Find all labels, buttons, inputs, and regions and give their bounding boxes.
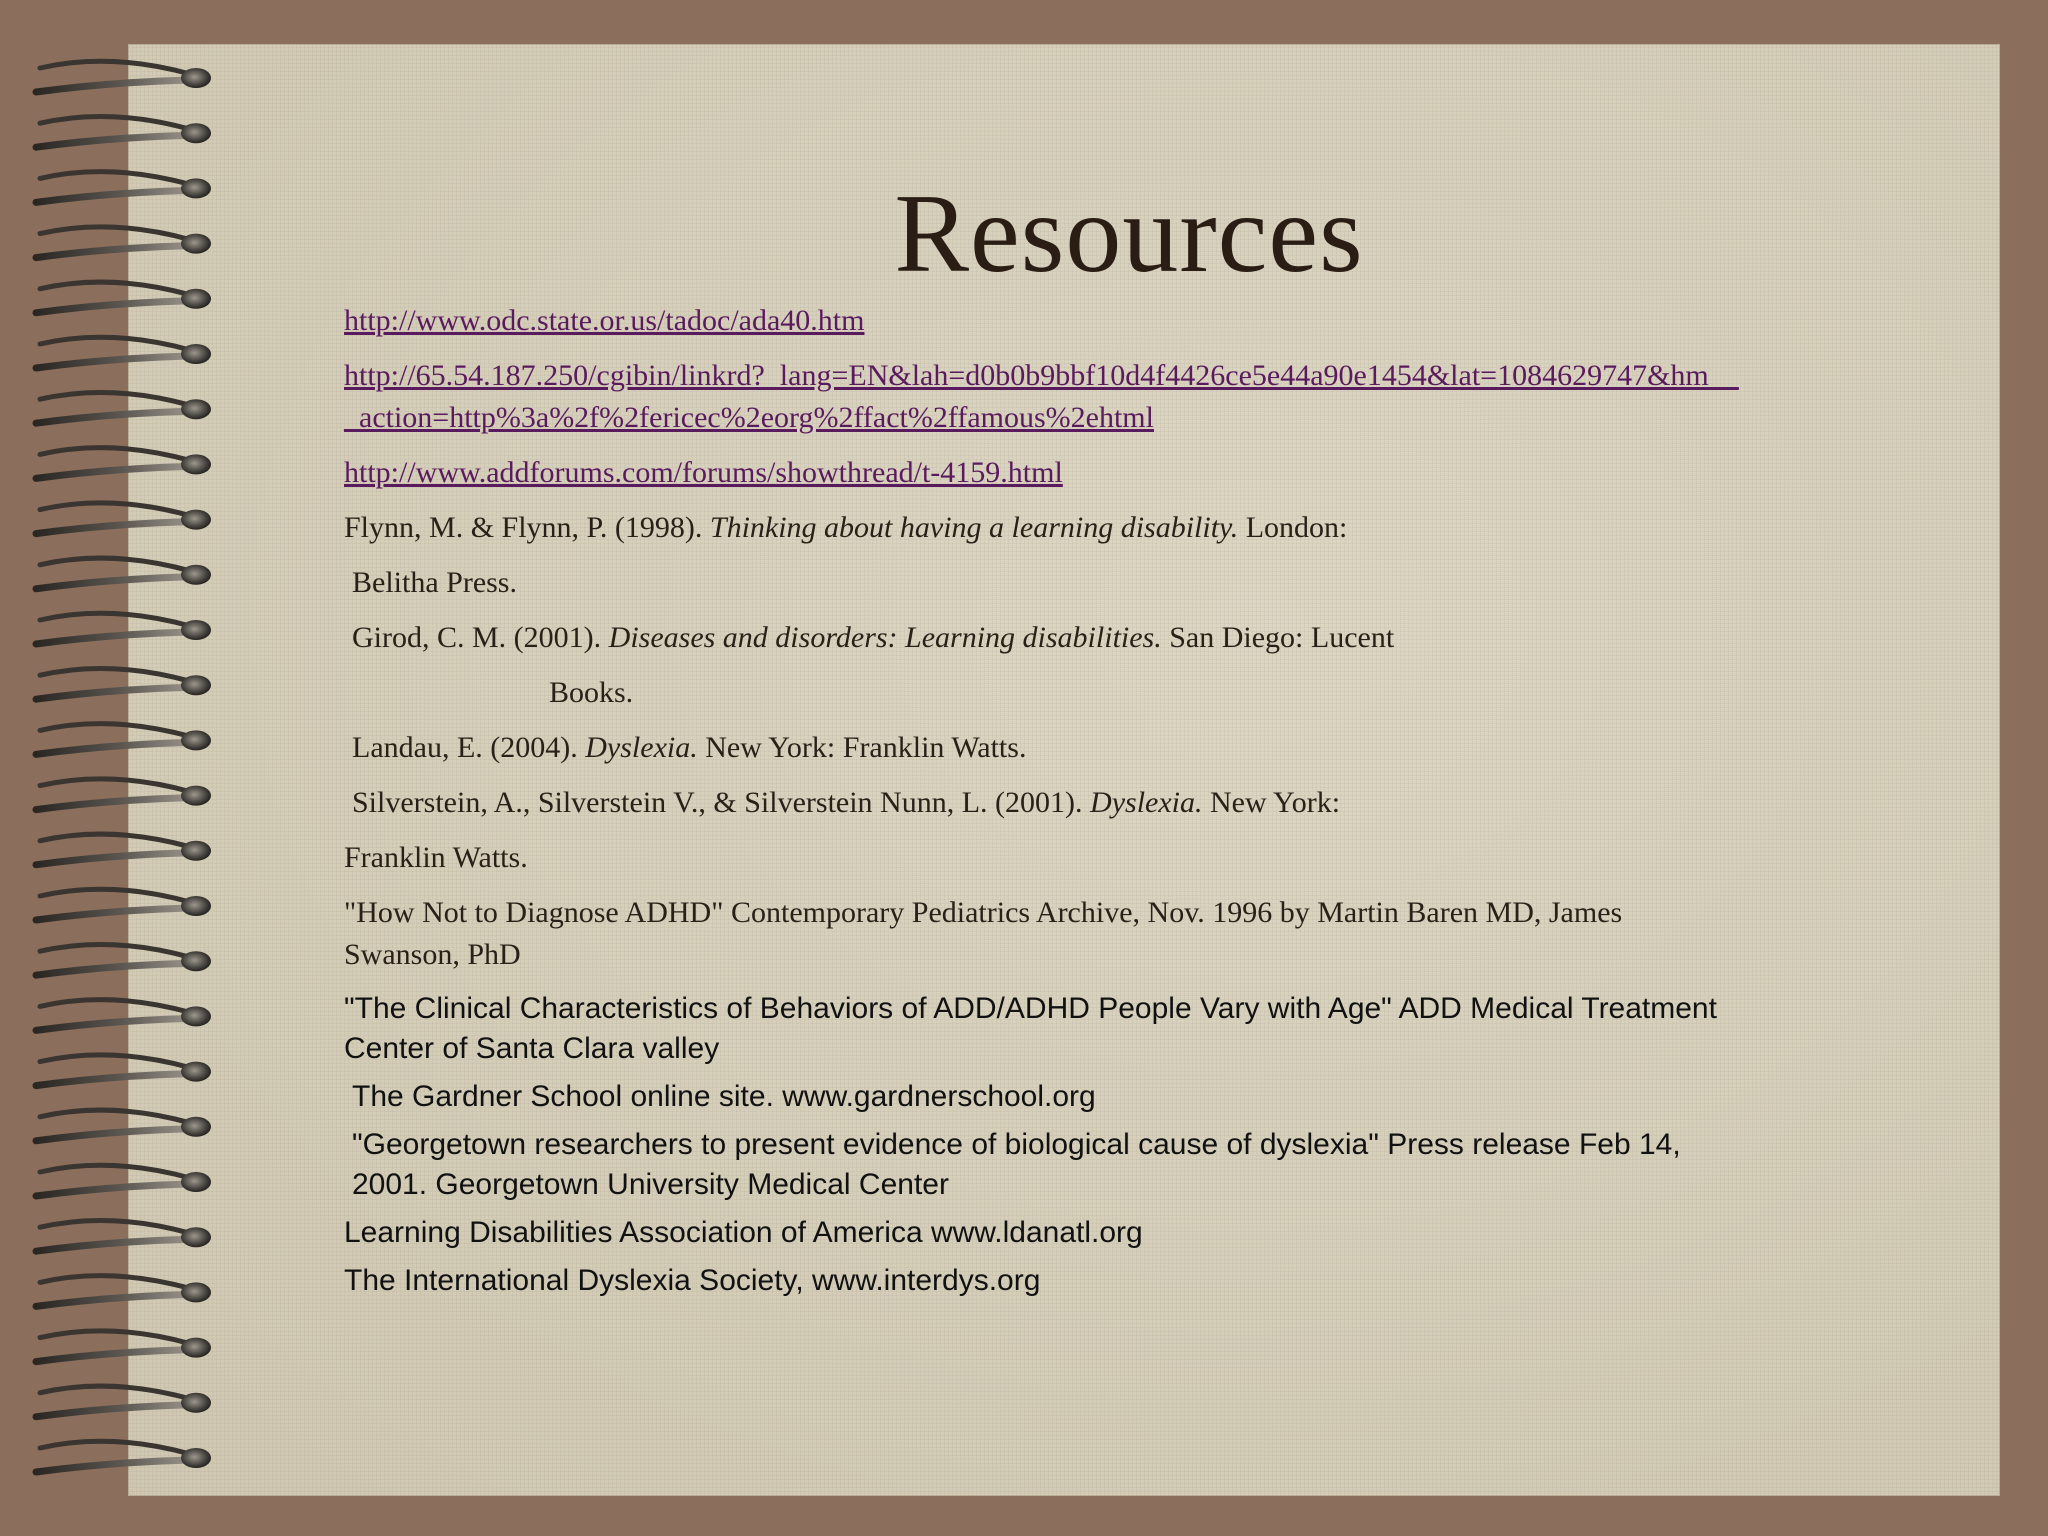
citation-gardner: The Gardner School online site. www.gardnerschool.org [352, 1080, 1096, 1113]
spiral-ring-back [40, 1165, 190, 1178]
binding-hole [181, 786, 211, 806]
spiral-ring-front [36, 632, 192, 644]
spiral-ring-front [36, 742, 192, 754]
spiral-ring-back [40, 668, 190, 681]
spiral-ring-front [36, 1129, 192, 1141]
spiral-ring-back [40, 724, 190, 737]
spiral-ring-back [40, 392, 190, 405]
binding-hole [181, 896, 211, 916]
binding-hole [181, 1006, 211, 1026]
link-odc[interactable]: http://www.odc.state.or.us/tadoc/ada40.htm [344, 304, 865, 337]
binding-hole [181, 123, 211, 143]
binding-hole [181, 1282, 211, 1302]
citation-ids: The International Dyslexia Society, www.interdys.org [344, 1264, 1041, 1297]
spiral-ring-front [36, 1239, 192, 1251]
spiral-ring-front [36, 1018, 192, 1030]
spiral-ring-front [36, 135, 192, 147]
citation-georgetown: "Georgetown researchers to present evidence of biological cause of dyslexia" Press release Feb 14, 2001. Georgetown University Medical Center [352, 1128, 1681, 1201]
reference-link [344, 452, 1744, 494]
spiral-ring-back [40, 503, 190, 516]
spiral-ring-front [36, 301, 192, 313]
spiral-ring-front [36, 356, 192, 368]
spiral-ring-front [36, 853, 192, 865]
spiral-ring-front [36, 577, 192, 589]
spiral-ring-front [36, 1350, 192, 1362]
citation-girod-continued: Books. [549, 676, 634, 709]
link-ericec[interactable]: http://65.54.187.250/cgibin/linkrd?_lang=EN&lah=d0b0b9bbf10d4f4426ce5e44a90e1454&lat=1084629747&hm___action=http%3a%2f%2fericec%2eorg%2ffact%2ffamous%2ehtml [344, 359, 1739, 434]
spiral-ring-back [40, 613, 190, 626]
citation-silverstein-continued: Franklin Watts. [344, 841, 528, 874]
spiral-ring-front [36, 466, 192, 478]
binding-hole [181, 1227, 211, 1247]
spiral-ring-front [36, 1294, 192, 1306]
spiral-ring-back [40, 448, 190, 461]
reference-link [344, 300, 1744, 342]
spiral-ring-back [40, 1000, 190, 1013]
spiral-ring-back [40, 61, 190, 74]
spiral-ring-back [40, 337, 190, 350]
spiral-ring-front [36, 798, 192, 810]
spiral-ring-back [40, 1386, 190, 1399]
binding-hole [181, 675, 211, 695]
binding-hole [181, 620, 211, 640]
binding-hole [181, 344, 211, 364]
binding-hole [181, 1448, 211, 1468]
spiral-ring-back [40, 1055, 190, 1068]
spiral-ring-front [36, 80, 192, 92]
spiral-ring-front [36, 687, 192, 699]
spiral-ring-back [40, 834, 190, 847]
spiral-ring-front [36, 1184, 192, 1196]
binding-hole [181, 1117, 211, 1137]
citation-flynn: Flynn, M. & Flynn, P. (1998). Thinking about having a learning disability. London: [344, 511, 1348, 544]
citation-clinical: "The Clinical Characteristics of Behaviors of ADD/ADHD People Vary with Age" ADD Medical Treatment Center of Santa Clara valley [344, 992, 1717, 1065]
binding-hole [181, 399, 211, 419]
citation-flynn-continued: Belitha Press. [352, 566, 517, 599]
binding-hole [181, 841, 211, 861]
binding-hole [181, 1393, 211, 1413]
binding-hole [181, 730, 211, 750]
citation-landau: Landau, E. (2004). Dyslexia. New York: Franklin Watts. [352, 731, 1027, 764]
citation-lda: Learning Disabilities Association of America www.ldanatl.org [344, 1216, 1143, 1249]
binding-hole [181, 510, 211, 530]
binding-hole [181, 1062, 211, 1082]
spiral-ring-front [36, 1405, 192, 1417]
citation-girod: Girod, C. M. (2001). Diseases and disorders: Learning disabilities. San Diego: Lucent [352, 621, 1395, 654]
spiral-ring-back [40, 1331, 190, 1344]
spiral-ring-front [36, 522, 192, 534]
binding-hole [181, 565, 211, 585]
spiral-ring-back [40, 1441, 190, 1454]
citation-silverstein: Silverstein, A., Silverstein V., & Silverstein Nunn, L. (2001). Dyslexia. New York: [352, 786, 1341, 819]
link-addforums[interactable]: http://www.addforums.com/forums/showthread/t-4159.html [344, 456, 1063, 489]
citation-adhd: "How Not to Diagnose ADHD" Contemporary Pediatrics Archive, Nov. 1996 by Martin Baren MD, James Swanson, PhD [344, 896, 1623, 971]
spiral-ring-front [36, 1460, 192, 1472]
binding-hole [181, 1172, 211, 1192]
reference-list [344, 300, 1744, 1309]
spiral-ring-back [40, 944, 190, 957]
page-title: Resources [894, 172, 1364, 296]
reference-link [344, 355, 1744, 439]
spiral-ring-front [36, 963, 192, 975]
binding-hole [181, 454, 211, 474]
binding-hole [181, 68, 211, 88]
spiral-ring-back [40, 1110, 190, 1123]
spiral-ring-back [40, 558, 190, 571]
binding-hole [181, 1338, 211, 1358]
spiral-ring-back [40, 116, 190, 129]
spiral-ring-back [40, 889, 190, 902]
spiral-ring-front [36, 411, 192, 423]
binding-hole [181, 951, 211, 971]
spiral-ring-front [36, 1074, 192, 1086]
spiral-ring-front [36, 908, 192, 920]
spiral-ring-back [40, 1276, 190, 1289]
spiral-ring-back [40, 779, 190, 792]
spiral-ring-back [40, 1220, 190, 1233]
